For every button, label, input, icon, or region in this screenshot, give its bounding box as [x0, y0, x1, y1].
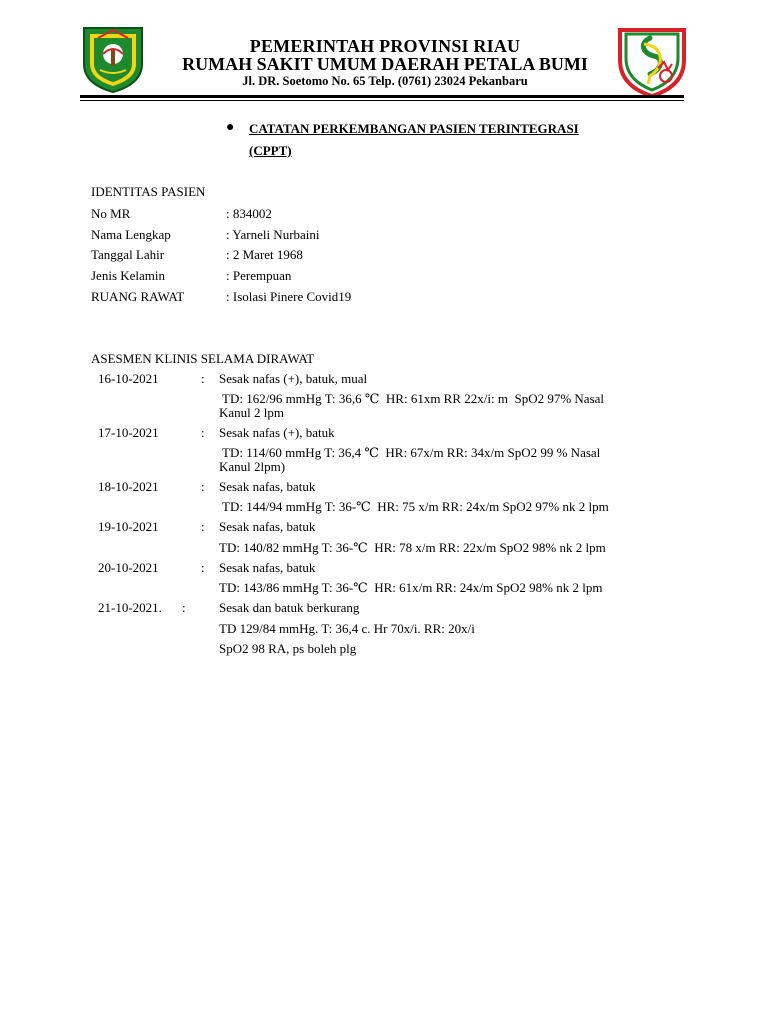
entry-vitals-cont: Kanul 2 lpm [219, 405, 284, 420]
document-title-abbrev: (CPPT) [249, 143, 292, 158]
header-rule-thick [80, 95, 684, 98]
entry-colon: : [201, 425, 205, 440]
entry-date: 21-10-2021. [98, 600, 162, 615]
entry-date: 17-10-2021 [98, 425, 159, 440]
identity-label: Nama Lengkap [91, 227, 171, 242]
header-rule-thin [80, 100, 684, 101]
entry-complaint: Sesak nafas, batuk [219, 519, 316, 534]
entry-vitals: TD: 140/82 mmHg T: 36-℃ HR: 78 x/m RR: 22x/m SpO2 98% nk 2 lpm [219, 540, 606, 555]
entry-vitals: TD: 114/60 mmHg T: 36,4 ℃ HR: 67x/m RR: 34x/m SpO2 99 % Nasal [219, 445, 601, 460]
entry-complaint: Sesak nafas (+), batuk [219, 425, 335, 440]
entry-colon: : [182, 600, 186, 615]
identity-value: : 2 Maret 1968 [226, 247, 303, 262]
entry-date: 16-10-2021 [98, 371, 159, 386]
identity-label: Jenis Kelamin [91, 268, 166, 283]
entry-vitals: TD: 162/96 mmHg T: 36,6 ℃ HR: 61xm RR 22x/i: m SpO2 97% Nasal [219, 391, 605, 406]
identity-label: RUANG RAWAT [91, 289, 185, 304]
identity-label: Tanggal Lahir [91, 247, 165, 262]
identity-value: : Yarneli Nurbaini [226, 227, 320, 242]
entry-vitals-cont: SpO2 98 RA, ps boleh plg [219, 641, 357, 656]
bullet-icon: ● [226, 120, 235, 135]
entry-vitals: TD 129/84 mmHg. T: 36,4 c. Hr 70x/i. RR: 20x/i [219, 621, 475, 636]
entry-complaint: Sesak nafas, batuk [219, 479, 316, 494]
header-hospital-name: RUMAH SAKIT UMUM DAERAH PETALA BUMI [182, 54, 588, 74]
entry-date: 18-10-2021 [98, 479, 159, 494]
entry-complaint: Sesak nafas, batuk [219, 560, 316, 575]
hospital-logo-icon [614, 24, 690, 105]
document-title: CATATAN PERKEMBANGAN PASIEN TERINTEGRASI [249, 121, 579, 136]
header-address: Jl. DR. Soetomo No. 65 Telp. (0761) 23024 Pekanbaru [242, 74, 528, 88]
entry-colon: : [201, 479, 205, 494]
header-province: PEMERINTAH PROVINSI RIAU [249, 36, 521, 56]
entry-vitals-cont: Kanul 2lpm) [219, 459, 286, 474]
entry-colon: : [201, 519, 205, 534]
identity-value: : Perempuan [226, 268, 292, 283]
entry-colon: : [201, 560, 205, 575]
identity-value: : Isolasi Pinere Covid19 [226, 289, 352, 304]
entry-vitals: TD: 143/86 mmHg T: 36-℃ HR: 61x/m RR: 24x/m SpO2 98% nk 2 lpm [219, 580, 603, 595]
entry-complaint: Sesak nafas (+), batuk, mual [219, 371, 368, 386]
entry-complaint: Sesak dan batuk berkurang [219, 600, 360, 615]
entry-date: 20-10-2021 [98, 560, 159, 575]
entry-date: 19-10-2021 [98, 519, 159, 534]
entry-colon: : [201, 371, 205, 386]
entry-vitals: TD: 144/94 mmHg T: 36-℃ HR: 75 x/m RR: 24x/m SpO2 97% nk 2 lpm [219, 499, 609, 514]
identity-value: : 834002 [226, 206, 272, 221]
identity-label: No MR [91, 206, 131, 221]
riau-province-emblem-icon [80, 24, 146, 99]
assessment-heading: ASESMEN KLINIS SELAMA DIRAWAT [91, 351, 315, 366]
identity-heading: IDENTITAS PASIEN [91, 184, 206, 199]
